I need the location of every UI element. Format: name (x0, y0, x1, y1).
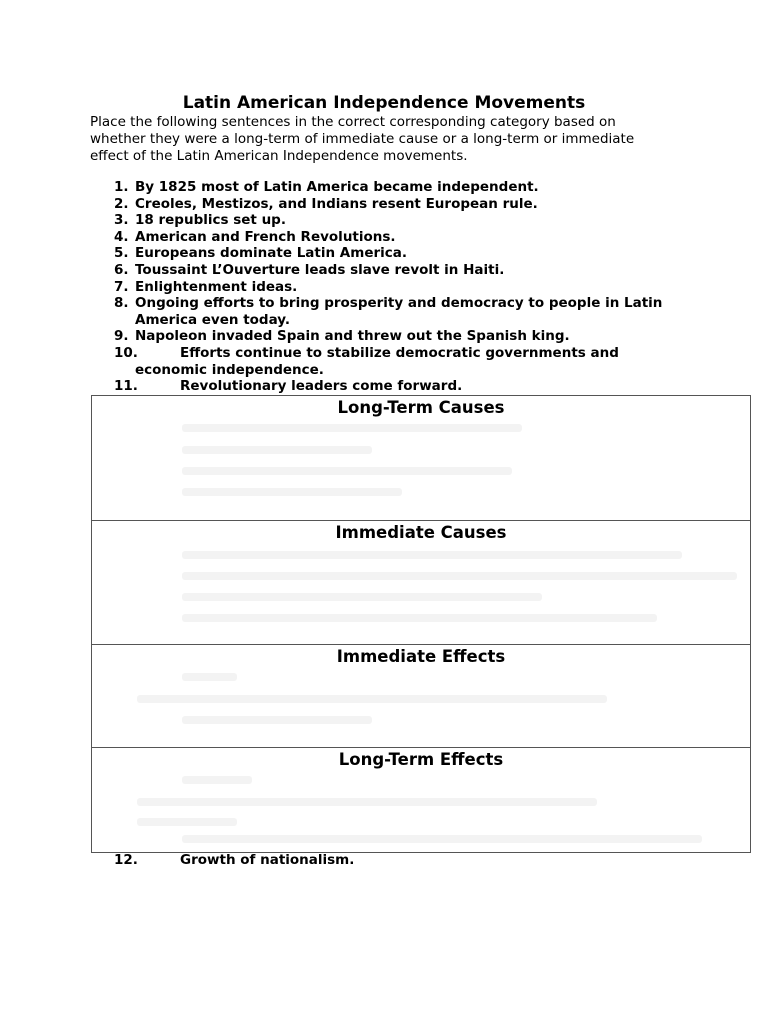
faded-text (137, 798, 597, 806)
item-text: Creoles, Mestizos, and Indians resent European rule. (135, 195, 538, 212)
list-item (90, 279, 710, 296)
category-immediate-causes (92, 520, 750, 644)
list-item (90, 229, 710, 246)
item-number: 1. (114, 179, 129, 195)
list-item (90, 295, 710, 328)
sentence-list (90, 179, 710, 395)
item-text-continuation: America even today. (135, 311, 290, 328)
item-number: 7. (114, 278, 129, 295)
item-number: 5. (114, 245, 129, 262)
faded-text (182, 673, 237, 681)
faded-text (182, 593, 542, 601)
item-text: Enlightenment ideas. (135, 278, 298, 295)
category-heading: Immediate Causes (335, 523, 507, 542)
item-text: Efforts continue to stabilize democratic governments and (180, 344, 619, 361)
instructions-line-1: Place the following sentences in the correct corresponding category based on (90, 114, 616, 130)
item-text: Napoleon invaded Spain and threw out the Spanish king. (135, 328, 570, 345)
faded-text (182, 835, 702, 843)
item-number: 9. (114, 328, 129, 345)
faded-text (137, 695, 607, 703)
faded-text (137, 818, 237, 826)
faded-text (182, 614, 657, 622)
faded-text (182, 776, 252, 784)
item-number: 2. (114, 195, 129, 212)
category-heading: Long-Term Causes (337, 398, 505, 417)
item-text: Europeans dominate Latin America. (135, 245, 408, 262)
item-text: Growth of nationalism. (180, 852, 355, 868)
faded-text (182, 572, 737, 580)
faded-text (182, 446, 372, 454)
faded-text (182, 551, 682, 559)
item-text-continuation: economic independence. (135, 361, 324, 378)
category-table (91, 395, 751, 853)
list-item (90, 212, 710, 229)
faded-text (182, 488, 402, 496)
item-number: 8. (114, 295, 129, 312)
item-text: American and French Revolutions. (135, 228, 396, 245)
list-item (90, 179, 710, 196)
list-item (90, 196, 710, 213)
item-number: 4. (114, 228, 129, 245)
item-text: Revolutionary leaders come forward. (180, 378, 463, 395)
item-number: 6. (114, 261, 129, 278)
category-heading: Immediate Effects (336, 647, 506, 666)
item-number: 10. (114, 344, 138, 361)
list-item-12 (90, 852, 710, 869)
item-number: 3. (114, 212, 129, 229)
list-item (90, 852, 710, 869)
faded-text (182, 424, 522, 432)
category-long-term-effects (92, 747, 750, 852)
list-item (90, 328, 710, 345)
item-number: 12. (114, 852, 138, 868)
list-item (90, 245, 710, 262)
faded-text (182, 467, 512, 475)
worksheet-title: Latin American Independence Movements (182, 93, 586, 113)
list-item (90, 345, 710, 378)
item-number: 11. (114, 378, 138, 395)
list-item (90, 262, 710, 279)
item-text: Ongoing efforts to bring prosperity and democracy to people in Latin (135, 295, 663, 312)
category-immediate-effects (92, 644, 750, 747)
instructions-line-3: effect of the Latin American Independence movements. (90, 148, 468, 164)
list-item (90, 378, 710, 395)
category-heading: Long-Term Effects (338, 750, 504, 769)
instructions-line-2: whether they were a long-term of immediate cause or a long-term or immediate (90, 131, 635, 147)
faded-text (182, 716, 372, 724)
item-text: By 1825 most of Latin America became independent. (135, 179, 539, 195)
item-text: 18 republics set up. (135, 212, 286, 229)
item-text: Toussaint L’Ouverture leads slave revolt in Haiti. (135, 261, 505, 278)
instructions (90, 114, 690, 165)
category-long-term-causes (92, 396, 750, 520)
